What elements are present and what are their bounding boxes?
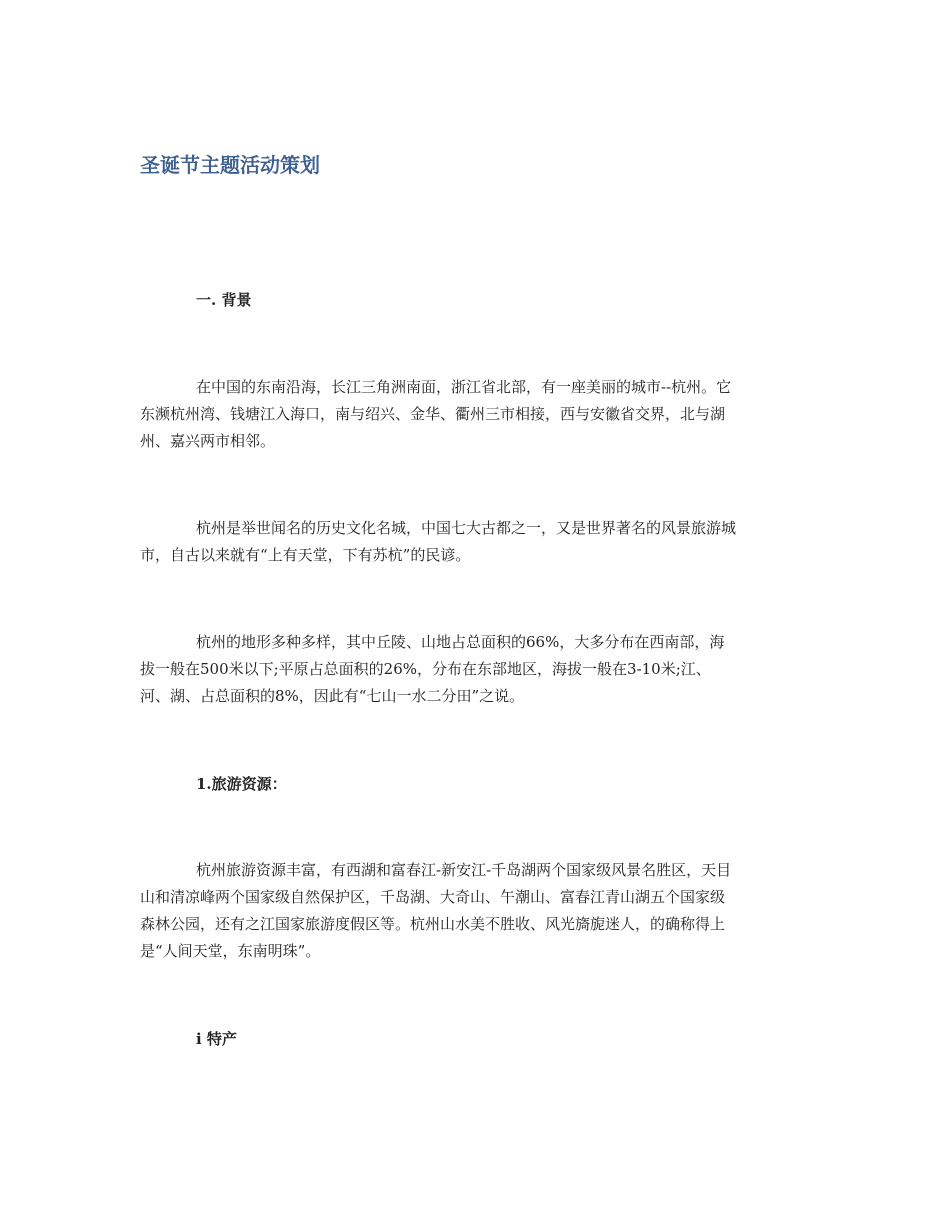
paragraph-line: 杭州的地形多种多样，其中丘陵、山地占总面积的66%，大多分布在西南部，海 [196,633,725,651]
section-heading-tourism: 1.旅游资源： [196,775,287,793]
paragraph-location [140,374,810,455]
paragraph-terrain [140,629,810,710]
document-title: 圣诞节主题活动策划 [140,153,320,177]
paragraph-line: 杭州旅游资源丰富，有西湖和富春江-新安江-千岛湖两个国家级风景名胜区，天目 [196,861,732,879]
paragraph-line: 州、嘉兴两市相邻。 [140,432,276,450]
paragraph-history [140,515,810,569]
paragraph-line: 在中国的东南沿海，长江三角洲南面，浙江省北部，有一座美丽的城市--杭州。它 [196,378,732,396]
paragraph-tourism [140,857,810,965]
paragraph-line: 市，自古以来就有“上有天堂，下有苏杭”的民谚。 [140,546,471,564]
section-heading-background: 一. 背景 [196,291,252,309]
paragraph-line: 拔一般在500米以下;平原占总面积的26%，分布在东部地区，海拔一般在3-10米;江、 [140,660,711,678]
section-heading-specialty: i 特产 [196,1030,237,1048]
paragraph-line: 杭州是举世闻名的历史文化名城，中国七大古都之一，又是世界著名的风景旅游城 [196,519,737,537]
paragraph-line: 山和清凉峰两个国家级自然保护区，千岛湖、大奇山、午潮山、富春江青山湖五个国家级 [140,888,726,906]
paragraph-line: 河、湖、占总面积的8%，因此有“七山一水二分田”之说。 [140,687,525,705]
paragraph-line: 东濒杭州湾、钱塘江入海口，南与绍兴、金华、衢州三市相接，西与安徽省交界，北与湖 [140,405,726,423]
paragraph-line: 是“人间天堂，东南明珠”。 [140,942,321,960]
paragraph-line: 森林公园，还有之江国家旅游度假区等。杭州山水美不胜收、风光旖旎迷人，的确称得上 [140,915,726,933]
